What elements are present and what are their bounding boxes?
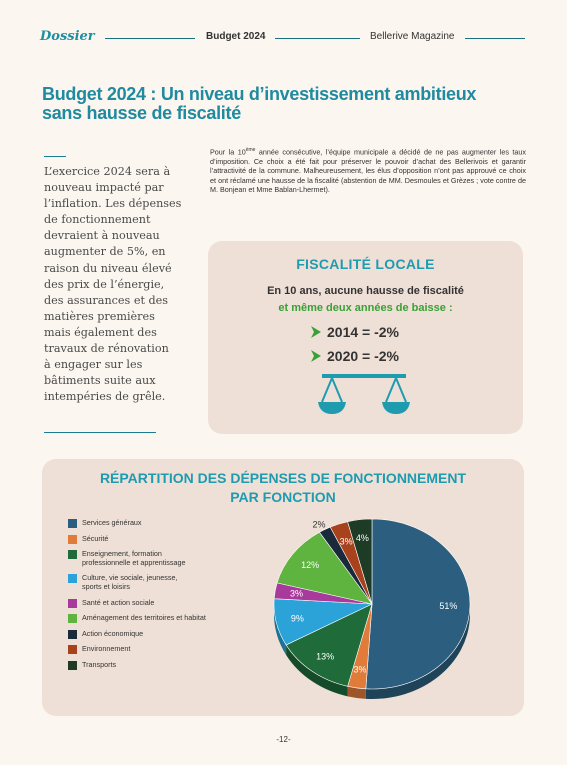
pie-data-label: 2% bbox=[312, 519, 326, 530]
lead-quote-line: à engager sur les bbox=[44, 358, 143, 372]
header-rule bbox=[275, 38, 360, 39]
chevron-right-icon bbox=[309, 325, 323, 339]
pie-data-label: 12% bbox=[301, 560, 320, 571]
legend-item bbox=[68, 614, 258, 623]
legend-label: Aménagement des territoires et habitat bbox=[82, 613, 206, 623]
legend-label: sports et loisirs bbox=[82, 581, 130, 591]
fiscalite-line2 bbox=[208, 302, 523, 314]
legend-item bbox=[68, 535, 258, 544]
intro-sup: ème bbox=[245, 147, 256, 153]
page-title bbox=[42, 85, 532, 123]
legend-swatch bbox=[68, 550, 77, 559]
lead-quote-line: des prix de l’énergie, bbox=[44, 277, 165, 291]
pie-data-label: 3% bbox=[289, 588, 304, 599]
magazine-label: Bellerive Magazine bbox=[370, 31, 455, 42]
topic-label: Budget 2024 bbox=[206, 31, 266, 42]
stat-2014 bbox=[309, 324, 399, 340]
stat-text: 2014 = -2% bbox=[327, 324, 399, 340]
lead-quote-line: devraient à nouveau bbox=[44, 229, 160, 243]
legend-label: Transports bbox=[82, 659, 117, 669]
lead-quote-line: nouveau impacté par bbox=[44, 181, 164, 195]
pie-chart bbox=[252, 509, 522, 709]
quote-rule bbox=[44, 432, 156, 433]
fiscalite-line1: En 10 ans, aucune hausse de fiscalité bbox=[267, 285, 464, 297]
legend-swatch bbox=[68, 599, 77, 608]
chevron-right-icon bbox=[309, 349, 323, 363]
header-rule bbox=[105, 38, 195, 39]
chart-legend bbox=[68, 519, 258, 677]
pie-data-label: 3% bbox=[339, 536, 353, 547]
legend-item bbox=[68, 550, 258, 567]
lead-quote-line: L’exercice 2024 sera à bbox=[44, 165, 171, 178]
legend-label: professionnelle et apprentissage bbox=[82, 557, 186, 567]
title-line: Budget 2024 : Un niveau d’investissement ambitieux bbox=[42, 84, 477, 104]
stat-2020 bbox=[309, 348, 399, 364]
legend-label: Sécurité bbox=[82, 533, 109, 543]
legend-item bbox=[68, 519, 258, 528]
legend-swatch bbox=[68, 574, 77, 583]
legend-label: Santé et action sociale bbox=[82, 597, 155, 607]
legend-item bbox=[68, 630, 258, 639]
section-label: Dossier bbox=[40, 29, 95, 44]
lead-quote-line: des assurances et des bbox=[44, 293, 169, 307]
lead-quote-line: mais également des bbox=[44, 325, 157, 339]
lead-quote-line: de fonctionnement bbox=[44, 213, 151, 227]
legend-label: Enseignement, formation bbox=[82, 549, 162, 559]
legend-item bbox=[68, 645, 258, 654]
legend-label: Action économique bbox=[82, 628, 144, 638]
fiscalite-line2-green: même deux années de baisse : bbox=[291, 302, 453, 314]
stat-text: 2020 = -2% bbox=[327, 348, 399, 364]
lead-quote-line: augmenter de 5%, en bbox=[44, 245, 166, 259]
chart-title bbox=[42, 469, 524, 507]
lead-quote-line: bâtiments suite aux bbox=[44, 374, 156, 388]
legend-label: Environnement bbox=[82, 644, 131, 654]
lead-quote-line: raison du niveau élevé bbox=[44, 261, 172, 275]
header-rule bbox=[465, 38, 525, 39]
fiscalite-title: FISCALITÉ LOCALE bbox=[296, 256, 435, 272]
intro-paragraph bbox=[210, 146, 526, 195]
intro-rest: année consécutive, l’équipe municipale a décidé de ne pas augmenter les taux d’imposition. Ce choix a été fait pour préserver le pouvoir d’achat des Bellerivois et garantir l’attractivité de la commune. Malheureusement, les élus d’opposition n’ont pas approuvé ce choix et ont réclamé une hausse de la fiscalité (abstention de MM. Desmoules et Grèzes ; vote contre de M. Bonjean et Mme Bablan-Lhermet). bbox=[210, 147, 526, 195]
fiscalite-box bbox=[208, 241, 523, 434]
title-line: sans hausse de fiscalité bbox=[42, 103, 241, 123]
lead-quote-line: matières premières bbox=[44, 309, 155, 323]
legend-swatch bbox=[68, 630, 77, 639]
page-number: -12- bbox=[276, 735, 291, 744]
chart-title-line: RÉPARTITION DES DÉPENSES DE FONCTIONNEMENT bbox=[99, 470, 467, 486]
legend-label: Culture, vie sociale, jeunesse, bbox=[82, 573, 178, 583]
pie-data-label: 13% bbox=[316, 651, 335, 662]
legend-swatch bbox=[68, 535, 77, 544]
lead-quote-line: travaux de rénovation bbox=[44, 342, 169, 356]
legend-swatch bbox=[68, 519, 77, 528]
pie-data-label: 3% bbox=[353, 664, 367, 675]
fiscalite-line2-prefix: et bbox=[278, 302, 292, 314]
page-header bbox=[0, 0, 567, 80]
legend-swatch bbox=[68, 661, 77, 670]
scales-icon bbox=[314, 372, 414, 422]
lead-quote-line: intempéries de grêle. bbox=[44, 390, 166, 404]
legend-item bbox=[68, 574, 258, 591]
legend-swatch bbox=[68, 614, 77, 623]
intro-lead: Pour la 10 bbox=[210, 147, 246, 157]
legend-swatch bbox=[68, 645, 77, 654]
pie-data-label: 4% bbox=[355, 533, 369, 544]
chart-box bbox=[42, 459, 524, 716]
pie-data-label: 51% bbox=[439, 601, 458, 612]
legend-item bbox=[68, 661, 258, 670]
lead-quote-line: l’inflation. Les dépenses bbox=[44, 197, 182, 211]
quote-rule bbox=[44, 156, 66, 157]
lead-quote bbox=[44, 164, 184, 405]
legend-label: Services généraux bbox=[82, 518, 142, 527]
pie-data-label: 9% bbox=[290, 613, 304, 624]
legend-item bbox=[68, 599, 258, 608]
chart-title-line: PAR FONCTION bbox=[230, 489, 336, 505]
